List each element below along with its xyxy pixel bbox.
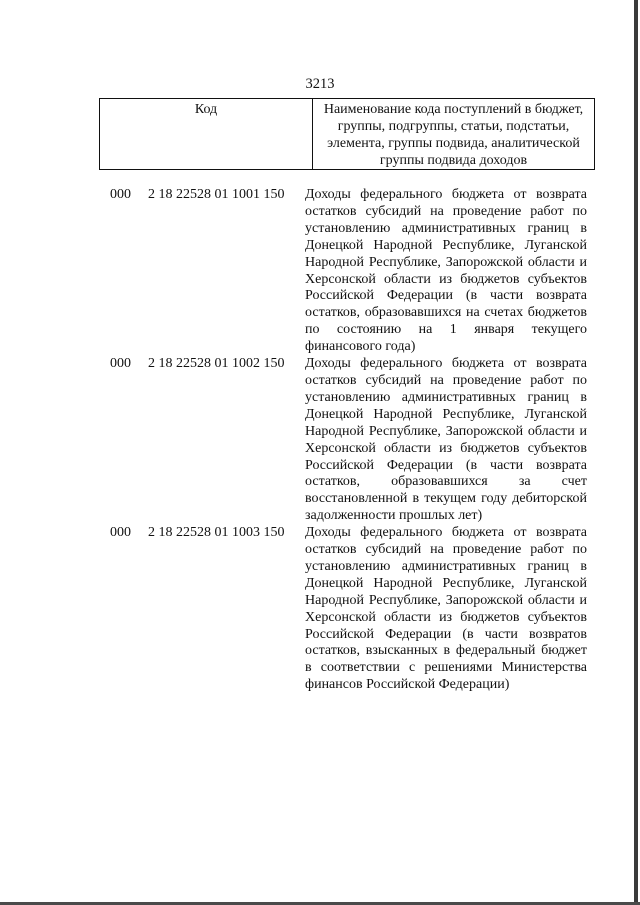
admin-code: 000 — [110, 525, 131, 541]
admin-code: 000 — [110, 356, 131, 372]
table-row — [0, 187, 640, 356]
column-header-name: Наименование кода поступлений в бюджет, группы, подгруппы, статьи, подстатьи, элемента, группы подвида, аналитической группы подвида доходов — [313, 99, 595, 170]
entries-list — [0, 187, 640, 694]
entry-description: Доходы федерального бюджета от возврата остатков субсидий на проведение работ по установлению административных границ в Донецкой Народной Республике, Луганской Народной Республике, Запорожской области и Херсонской области из бюджетов субъектов Российской Федерации (в части возврата остатков, образовавшихся на счетах бюджетов по состоянию на 1 января текущего финансового года) — [305, 187, 587, 355]
budget-code: 2 18 22528 01 1003 150 — [148, 525, 285, 541]
entry-description: Доходы федерального бюджета от возврата остатков субсидий на проведение работ по установлению административных границ в Донецкой Народной Республике, Луганской Народной Республике, Запорожской области и Херсонской области из бюджетов субъектов Российской Федерации (в части возврата остатков, образовавшихся за счет восстановленной в текущем году дебиторской задолженности прошлых лет) — [305, 356, 587, 524]
budget-code: 2 18 22528 01 1001 150 — [148, 187, 285, 202]
admin-code: 000 — [110, 187, 131, 202]
entry-description: Доходы федерального бюджета от возврата остатков субсидий на проведение работ по установлению административных границ в Донецкой Народной Республике, Луганской Народной Республике, Запорожской области и Херсонской области из бюджетов субъектов Российской Федерации (в части возвратов остатков, взысканных в федеральный бюджет в соответствии с решениями Министерства финансов Российской Федерации) — [305, 525, 587, 693]
column-header-code: Код — [100, 99, 313, 170]
table-row — [0, 525, 640, 694]
budget-code: 2 18 22528 01 1002 150 — [148, 356, 285, 372]
table-row — [0, 356, 640, 525]
table-header — [99, 98, 595, 170]
page-number: 3213 — [305, 76, 335, 92]
